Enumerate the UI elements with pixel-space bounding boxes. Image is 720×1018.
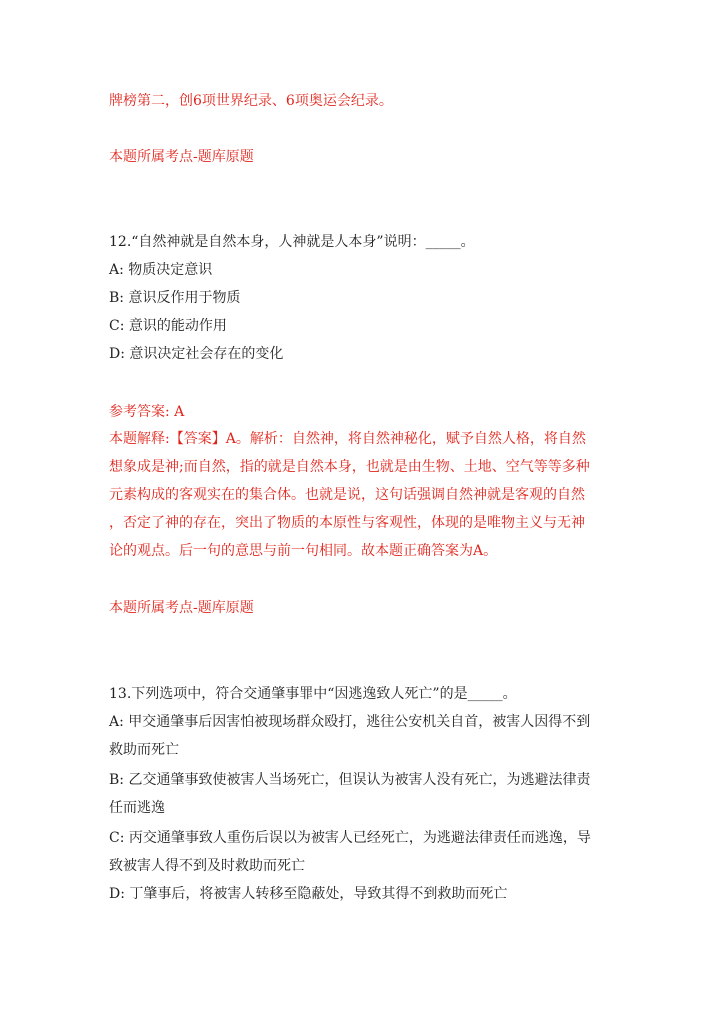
question-stem: 13.下列选项中，符合交通肇事罪中“因逃逸致人死亡”的是_____。	[109, 686, 517, 702]
reference-answer: 参考答案: A	[109, 404, 185, 420]
explanation-line: 想象成是神;而自然，指的就是自然本身，也就是由生物、土地、空气等等多种	[109, 459, 590, 475]
option-b: B: 乙交通肇事致使被害人当场死亡，但误认为被害人没有死亡，为逃避法律责	[109, 772, 591, 788]
option-a: A: 物质决定意识	[109, 262, 213, 278]
option-b-continued: 任而逃逸	[109, 800, 165, 816]
option-a: A: 甲交通肇事后因害怕被现场群众殴打，逃往公安机关自首，被害人因得不到	[109, 714, 591, 730]
source-tag: 本题所属考点-题库原题	[109, 149, 254, 165]
question-stem: 12.“自然神就是自然本身，人神就是人本身”说明：_____。	[109, 234, 475, 250]
option-a-continued: 救助而死亡	[109, 742, 179, 758]
option-b: B: 意识反作用于物质	[109, 290, 241, 306]
explanation-line: 本题解释:【答案】A。解析：自然神，将自然神秘化，赋予自然人格，将自然	[109, 431, 586, 447]
option-c-continued: 致被害人得不到及时救助而死亡	[109, 858, 305, 874]
explanation-line: ，否定了神的存在，突出了物质的本原性与客观性，体现的是唯物主义与无神	[109, 515, 585, 531]
source-tag: 本题所属考点-题库原题	[109, 600, 254, 616]
option-d: D: 丁肇事后，将被害人转移至隐蔽处，导致其得不到救助而死亡	[109, 886, 508, 902]
previous-explanation-tail: 牌榜第二，创6项世界纪录、6项奥运会纪录。	[109, 93, 393, 109]
option-c: C: 丙交通肇事致人重伤后误以为被害人已经死亡，为逃避法律责任而逃逸，导	[109, 830, 591, 846]
explanation-line: 论的观点。后一句的意思与前一句相同。故本题正确答案为A。	[109, 543, 498, 559]
option-d: D: 意识决定社会存在的变化	[109, 346, 284, 362]
option-c: C: 意识的能动作用	[109, 318, 227, 334]
explanation-line: 元素构成的客观实在的集合体。也就是说，这句话强调自然神就是客观的自然	[109, 487, 585, 503]
